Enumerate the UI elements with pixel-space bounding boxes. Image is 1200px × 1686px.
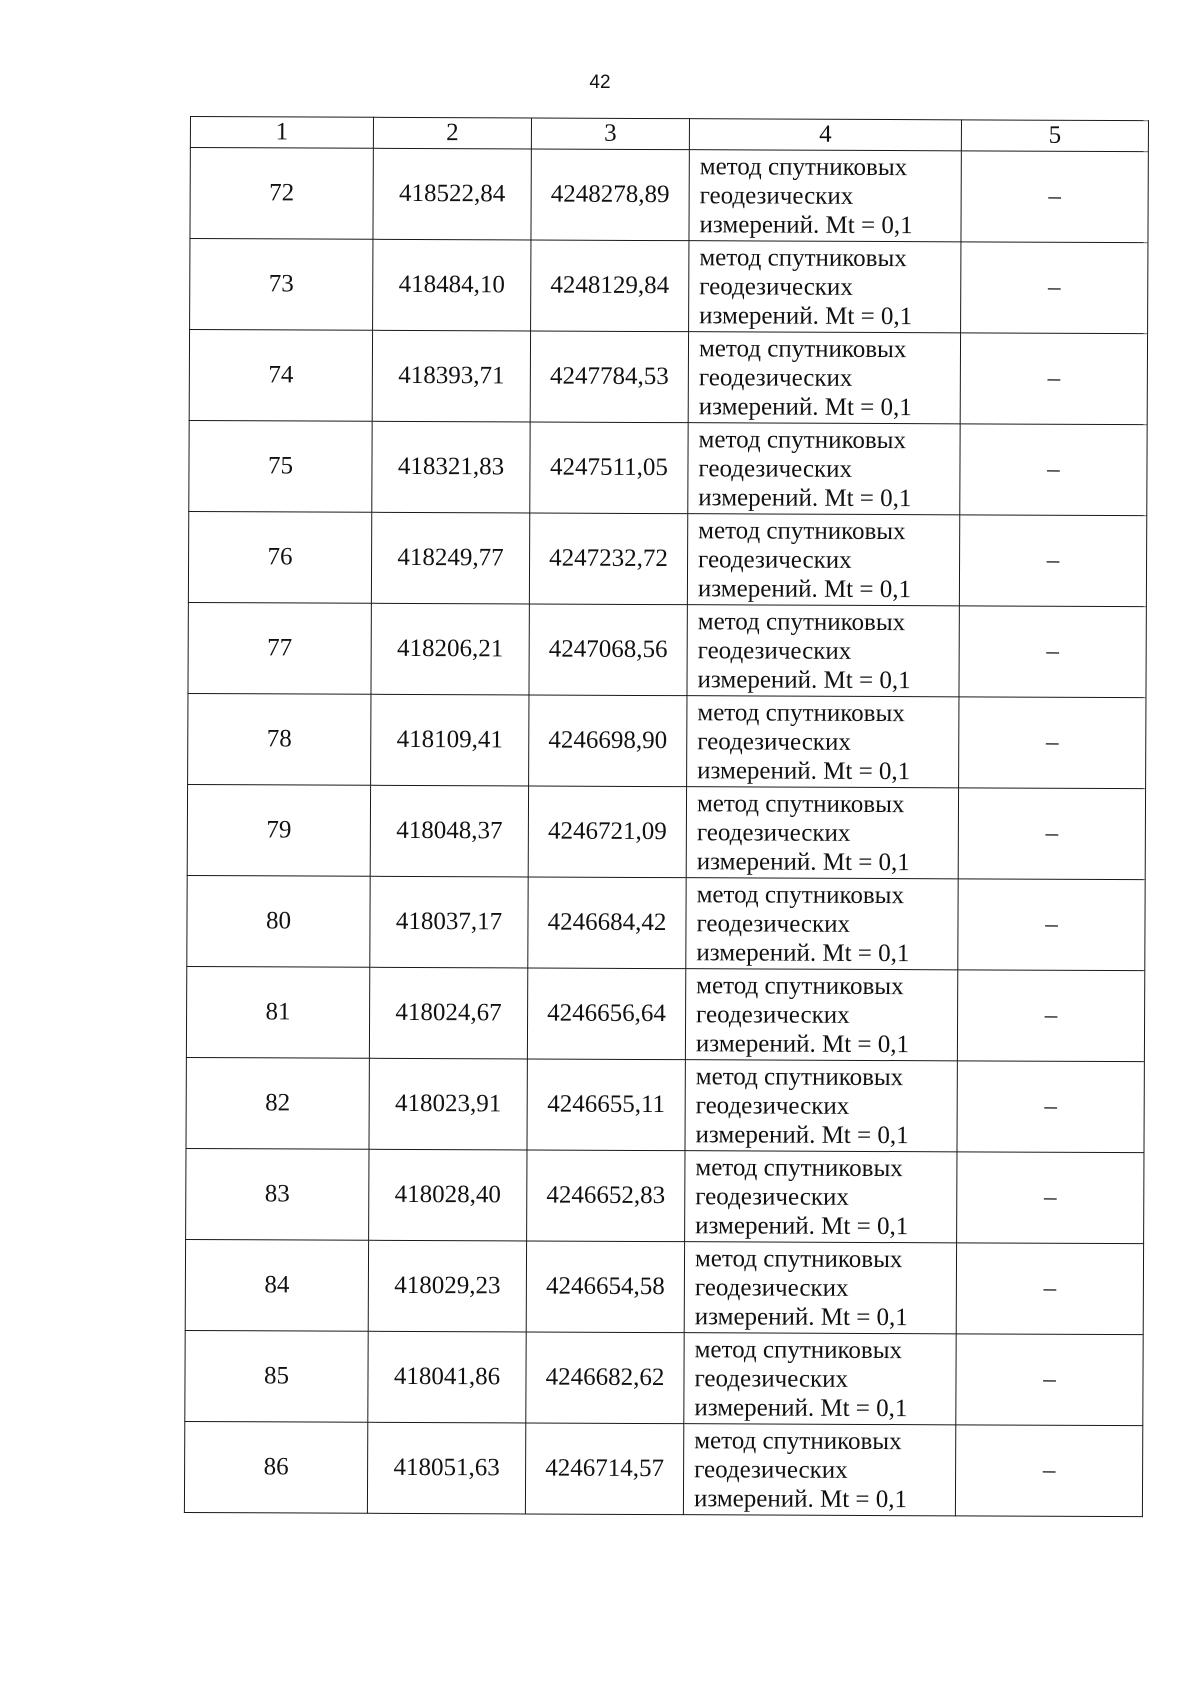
note-cell: – [960,424,1147,516]
table-row [186,1057,1144,1152]
method-line: измерений. Mt = 0,1 [697,756,911,785]
method-line: метод спутниковых [695,1062,904,1091]
note-cell: – [958,788,1145,880]
coordinates-table [184,116,1149,1517]
method-cell [687,605,959,697]
method-line: измерений. Mt = 0,1 [695,1029,910,1058]
table-row [190,239,1148,334]
method-line: метод спутниковых [695,1153,903,1182]
note-cell: – [958,879,1145,971]
point-number-cell: 82 [186,1057,369,1149]
y-coordinate-cell: 4246682,62 [526,1332,684,1424]
y-coordinate-cell: 4248129,84 [531,240,689,332]
point-number-cell: 72 [190,148,373,240]
method-line: метод спутниковых [698,334,907,363]
point-number-cell: 78 [188,693,371,785]
method-cell [689,150,961,242]
table-row [185,1330,1143,1425]
note-cell: – [955,1425,1142,1517]
method-line: геодезических [694,1364,849,1393]
point-number-cell: 77 [188,602,371,694]
header-col-3: 3 [531,118,689,150]
point-number-cell: 85 [185,1330,368,1422]
method-cell [689,241,961,333]
y-coordinate-cell: 4248278,89 [531,149,689,241]
method-line: геодезических [699,181,854,210]
note-cell: – [957,1061,1144,1153]
method-line: измерений. Mt = 0,1 [695,1211,909,1240]
y-coordinate-cell: 4246698,90 [529,695,687,787]
x-coordinate-cell: 418051,63 [367,1422,525,1514]
method-line: метод спутниковых [696,971,904,1000]
note-cell: – [960,333,1147,425]
method-cell [685,969,957,1061]
x-coordinate-cell: 418048,37 [370,785,528,877]
method-line: геодезических [696,1000,850,1029]
method-cell [686,878,958,970]
table-row [188,602,1146,697]
y-coordinate-cell: 4246684,42 [528,877,686,969]
y-coordinate-cell: 4246656,64 [527,968,685,1060]
method-line: измерений. Mt = 0,1 [694,1302,908,1331]
y-coordinate-cell: 4246652,83 [527,1150,685,1242]
x-coordinate-cell: 418041,86 [368,1331,526,1423]
method-line: метод спутниковых [696,789,905,818]
point-number-cell: 74 [189,330,372,422]
note-cell: – [959,697,1146,789]
method-cell [683,1424,955,1516]
note-cell: – [957,1152,1144,1244]
method-line: геодезических [694,1273,849,1302]
method-line: метод спутниковых [694,1426,902,1455]
method-line: измерений. Mt = 0,1 [695,1120,909,1149]
x-coordinate-cell: 418393,71 [372,330,530,422]
method-cell [688,332,960,424]
x-coordinate-cell: 418023,91 [369,1058,527,1150]
method-line: измерений. Mt = 0,1 [696,847,910,876]
point-number-cell: 79 [187,784,370,876]
method-line: измерений. Mt = 0,1 [694,1393,908,1422]
method-line: метод спутниковых [697,698,905,727]
x-coordinate-cell: 418028,40 [369,1149,527,1241]
note-cell: – [959,515,1146,607]
table-row [188,693,1146,788]
method-line: геодезических [698,363,853,392]
header-row [190,117,1148,152]
method-line: измерений. Mt = 0,1 [696,938,910,967]
table-row [184,1421,1142,1516]
method-line: геодезических [696,818,851,847]
y-coordinate-cell: 4247068,56 [529,604,687,696]
method-line: метод спутниковых [698,425,907,454]
header-col-2: 2 [373,117,531,149]
method-line: метод спутниковых [697,607,906,636]
method-cell [688,423,960,515]
x-coordinate-cell: 418206,21 [371,603,529,695]
method-cell [687,514,959,606]
method-line: геодезических [697,727,851,756]
x-coordinate-cell: 418029,23 [368,1240,526,1332]
method-line: метод спутниковых [699,152,908,181]
method-line: геодезических [698,454,853,483]
note-cell: – [957,970,1144,1062]
method-line: измерений. Mt = 0,1 [699,301,913,330]
y-coordinate-cell: 4246655,11 [527,1059,685,1151]
point-number-cell: 80 [187,875,370,967]
method-line: измерений. Mt = 0,1 [699,210,913,239]
table-row [190,148,1148,243]
x-coordinate-cell: 418024,67 [369,967,527,1059]
method-line: измерений. Mt = 0,1 [693,1484,908,1513]
point-number-cell: 86 [184,1421,367,1513]
x-coordinate-cell: 418109,41 [371,694,529,786]
method-line: геодезических [697,636,852,665]
note-cell: – [959,606,1146,698]
header-col-4: 4 [689,119,961,151]
point-number-cell: 75 [189,420,372,512]
header-col-1: 1 [190,117,373,149]
method-line: измерений. Mt = 0,1 [698,483,912,512]
method-line: геодезических [699,272,853,301]
point-number-cell: 76 [188,511,371,603]
method-cell [685,1060,957,1152]
method-line: геодезических [694,1455,848,1484]
method-line: измерений. Mt = 0,1 [697,574,912,603]
y-coordinate-cell: 4247511,05 [530,422,688,514]
y-coordinate-cell: 4247784,53 [530,331,688,423]
method-line: метод спутниковых [696,880,905,909]
method-line: геодезических [696,909,851,938]
table-row [186,1148,1144,1243]
method-line: геодезических [698,545,852,574]
method-cell [684,1242,956,1334]
table-header [190,117,1148,152]
header-col-5: 5 [961,120,1148,152]
method-line: измерений. Mt = 0,1 [698,392,912,421]
method-line: геодезических [695,1182,849,1211]
table-row [185,1239,1143,1334]
x-coordinate-cell: 418321,83 [372,421,530,513]
method-line: метод спутниковых [694,1244,903,1273]
method-line: метод спутниковых [699,243,907,272]
note-cell: – [961,242,1148,334]
x-coordinate-cell: 418037,17 [370,876,528,968]
table-row [188,511,1146,606]
x-coordinate-cell: 418249,77 [371,512,529,604]
point-number-cell: 84 [185,1239,368,1331]
method-line: геодезических [695,1091,850,1120]
method-line: метод спутниковых [698,516,906,545]
method-cell [684,1333,956,1425]
note-cell: – [956,1334,1143,1426]
note-cell: – [961,151,1148,243]
y-coordinate-cell: 4247232,72 [529,513,687,605]
point-number-cell: 83 [186,1148,369,1240]
table-row [187,784,1145,879]
note-cell: – [956,1243,1143,1335]
table-body [184,148,1148,1517]
method-cell [687,696,959,788]
method-line: метод спутниковых [694,1335,903,1364]
method-cell [685,1151,957,1243]
method-cell [686,787,958,879]
x-coordinate-cell: 418522,84 [373,148,531,240]
point-number-cell: 73 [190,239,373,331]
table-row [189,420,1147,515]
page-number: 42 [589,72,611,93]
x-coordinate-cell: 418484,10 [373,239,531,331]
point-number-cell: 81 [186,966,369,1058]
y-coordinate-cell: 4246714,57 [525,1423,683,1515]
y-coordinate-cell: 4246654,58 [526,1241,684,1333]
y-coordinate-cell: 4246721,09 [528,786,686,878]
table-row [186,966,1144,1061]
table-row [187,875,1145,970]
table-row [189,330,1147,425]
method-line: измерений. Mt = 0,1 [697,665,911,694]
